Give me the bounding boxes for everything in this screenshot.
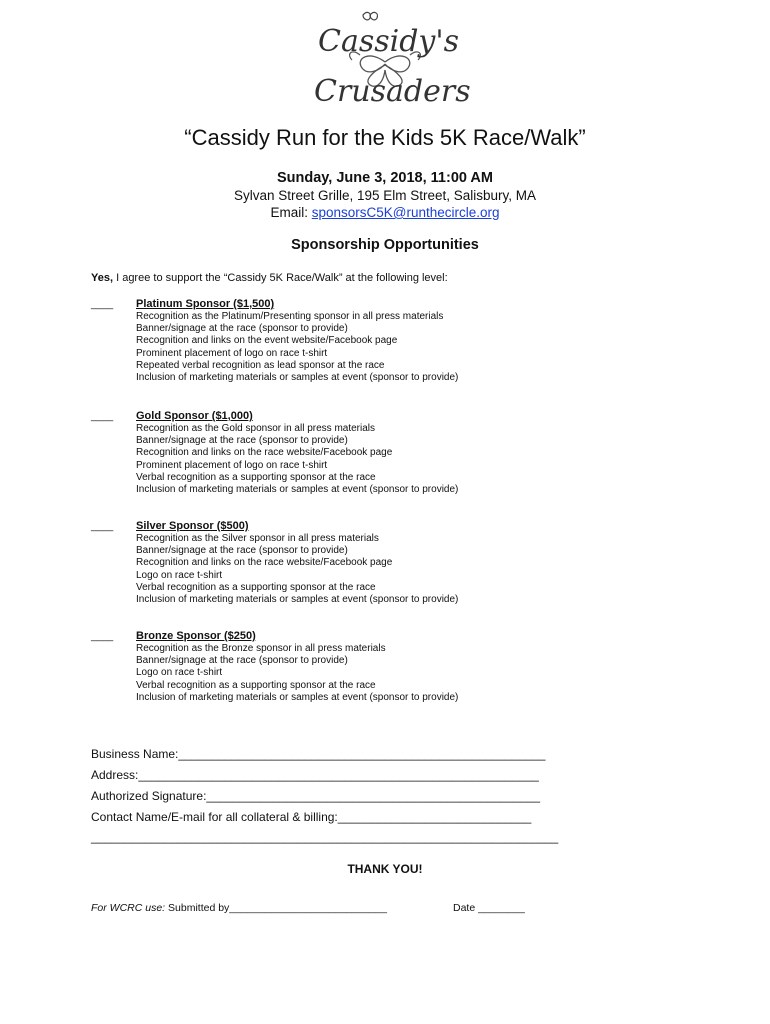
contact-extra-line[interactable]: ______________________________________________________________________: [91, 830, 559, 844]
thank-you: THANK YOU!: [347, 862, 423, 876]
agreement-line: [91, 272, 448, 284]
tier-item: Inclusion of marketing materials or samples at event (sponsor to provide): [136, 594, 459, 606]
tier-item: Logo on race t-shirt: [136, 667, 223, 679]
authorized-signature-field[interactable]: Authorized Signature:__________________________________________________: [91, 789, 541, 803]
tier-blank[interactable]: ____: [91, 631, 114, 642]
submitted-by-field[interactable]: Submitted by___________________________: [165, 902, 387, 914]
logo-line-1: Cassidy's: [318, 24, 460, 59]
section-title: Sponsorship Opportunities: [291, 237, 479, 253]
tier-item: Recognition as the Platinum/Presenting sponsor in all press materials: [136, 311, 444, 322]
address-field[interactable]: Address:____________________________________________________________: [91, 768, 539, 782]
email-label: Email:: [270, 205, 312, 220]
logo-line-2: Crusaders: [314, 74, 471, 109]
tier-blank[interactable]: ____: [91, 411, 114, 422]
tier-item: Inclusion of marketing materials or samples at event (sponsor to provide): [136, 484, 459, 496]
tier-item: Banner/signage at the race (sponsor to provide): [136, 655, 348, 667]
event-title: “Cassidy Run for the Kids 5K Race/Walk”: [184, 125, 586, 150]
tier-item: Verbal recognition as a supporting sponsor at the race: [136, 581, 376, 593]
tier-item: Recognition and links on the race website/Facebook page: [136, 557, 393, 569]
tier-item: Recognition and links on the race website/Facebook page: [136, 447, 393, 459]
tier-name: Gold Sponsor ($1,000): [136, 410, 253, 422]
tier-item: Recognition as the Bronze sponsor in all press materials: [136, 643, 386, 654]
tier-item: Recognition as the Silver sponsor in all press materials: [136, 533, 379, 544]
tier-blank[interactable]: ____: [91, 299, 114, 310]
tier-item: Verbal recognition as a supporting sponsor at the race: [136, 679, 376, 691]
business-name-field[interactable]: Business Name:_______________________________________________________: [91, 747, 546, 761]
event-venue: Sylvan Street Grille, 195 Elm Street, Salisbury, MA: [233, 188, 537, 203]
event-date: Sunday, June 3, 2018, 11:00 AM: [277, 170, 493, 186]
tier-item: Prominent placement of logo on race t-shirt: [136, 459, 328, 471]
tier-item: Verbal recognition as a supporting sponsor at the race: [136, 471, 376, 483]
contact-field[interactable]: Contact Name/E-mail for all collateral & billing:_____________________________: [91, 810, 532, 824]
tier-item: Banner/signage at the race (sponsor to provide): [136, 435, 348, 447]
tier-item: Logo on race t-shirt: [136, 569, 223, 581]
agree-yes: Yes,: [91, 272, 114, 284]
tier-item: Repeated verbal recognition as lead sponsor at the race: [136, 359, 385, 371]
email-link[interactable]: sponsorsC5K@runthecircle.org: [311, 205, 500, 220]
tier-blank[interactable]: ____: [91, 521, 114, 532]
tier-item: Banner/signage at the race (sponsor to provide): [136, 545, 348, 557]
agree-text: I agree to support the “Cassidy 5K Race/Walk” at the following level:: [113, 272, 448, 284]
email-line: [0, 205, 770, 220]
tier-item: Inclusion of marketing materials or samples at event (sponsor to provide): [136, 691, 459, 703]
tier-item: Inclusion of marketing materials or samples at event (sponsor to provide): [136, 372, 459, 384]
tier-item: Recognition and links on the event website/Facebook page: [136, 335, 398, 347]
tier-item: Recognition as the Gold sponsor in all press materials: [136, 423, 376, 434]
tier-name: Platinum Sponsor ($1,500): [136, 298, 275, 310]
tier-name: Bronze Sponsor ($250): [136, 630, 256, 642]
wcrc-label: For WCRC use:: [91, 902, 166, 914]
tier-item: Banner/signage at the race (sponsor to provide): [136, 323, 348, 335]
wcrc-use-line: [91, 902, 387, 914]
cassidys-crusaders-logo: [300, 10, 470, 120]
tier-name: Silver Sponsor ($500): [136, 520, 249, 532]
tier-item: Prominent placement of logo on race t-shirt: [136, 347, 328, 359]
date-field[interactable]: Date ________: [453, 902, 525, 914]
